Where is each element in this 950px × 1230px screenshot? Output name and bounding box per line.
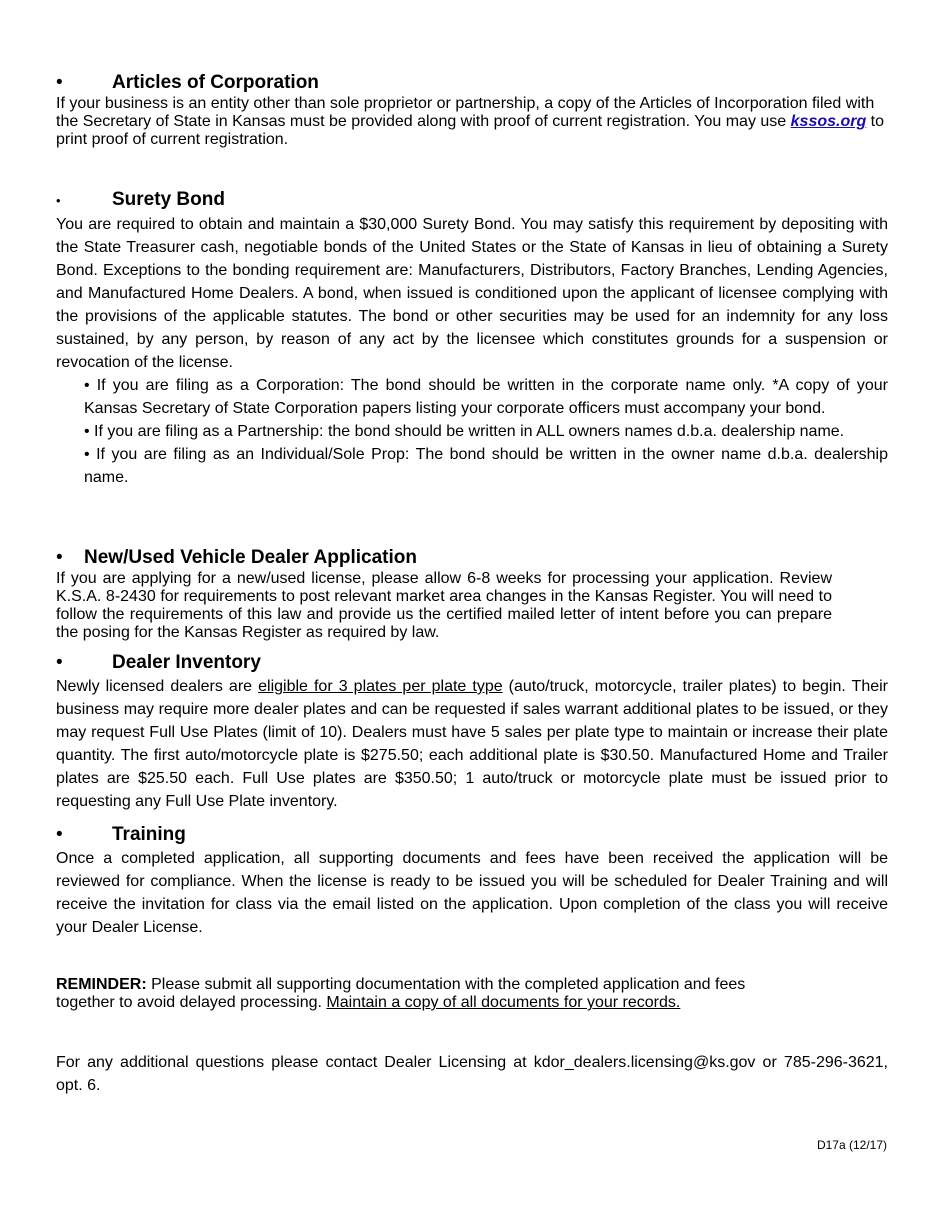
bullet-icon: • (56, 824, 63, 845)
inventory-section (56, 651, 888, 813)
surety-heading (56, 188, 888, 213)
inventory-heading (56, 651, 888, 675)
training-section (56, 823, 888, 939)
articles-heading (56, 71, 888, 95)
inventory-plates-note: eligible for 3 plates per plate type (258, 678, 503, 695)
surety-item-individual: • If you are filing as an Individual/Sole Prop: The bond should be written in the owner name d.b.a. dealership name. (84, 446, 888, 486)
bullet-icon: • (56, 72, 63, 93)
articles-text-1: If your business is an entity other than sole proprietor or partnership, a copy of the Articles of Incorporation filed with the Secretary of State in Kansas must be provided along with proof of current registration. You may use (56, 95, 875, 130)
newused-paragraph: If you are applying for a new/used license, please allow 6-8 weeks for processing your application. Review K.S.A. 8-2430 for requirements to post relevant market area changes in the Kansas Register. You will need to follow the requirements of this law and provide us the certified mailed letter of intent before you can prepare the posing for the Kansas Register as required by law. (56, 570, 832, 641)
training-heading (56, 823, 888, 847)
articles-title: Articles of Corporation (112, 72, 319, 93)
bullet-icon: • (56, 193, 61, 208)
reminder-line-2: together to avoid delayed processing. (56, 994, 327, 1011)
articles-section (56, 71, 888, 149)
reminder-line-1: Please submit all supporting documentation with the completed application and fees (146, 976, 746, 993)
newused-heading (56, 546, 832, 570)
reminder-records-note: Maintain a copy of all documents for your records. (326, 994, 681, 1011)
kssos-link[interactable]: kssos.org (790, 113, 867, 130)
surety-section (56, 188, 888, 489)
inventory-title: Dealer Inventory (112, 652, 261, 673)
surety-title: Surety Bond (112, 189, 225, 210)
form-code: D17a (12/17) (816, 1138, 887, 1152)
inventory-text-1: Newly licensed dealers are (56, 678, 259, 695)
contact-section (56, 1051, 888, 1097)
contact-paragraph: For any additional questions please contact Dealer Licensing at kdor_dealers.licensing@ks.gov or 785-296-3621, opt. 6. (56, 1054, 888, 1094)
reminder-label: REMINDER: (56, 976, 147, 993)
newused-section (56, 546, 832, 642)
newused-title: New/Used Vehicle Dealer Application (84, 547, 417, 568)
bullet-icon: • (56, 652, 63, 673)
bullet-icon: • (56, 547, 63, 568)
surety-item-partnership: • If you are filing as a Partnership: the bond should be written in ALL owners names d.b.a. dealership name. (84, 423, 845, 440)
training-title: Training (112, 824, 186, 845)
reminder-paragraph (56, 976, 816, 1012)
articles-text-2: to print proof of current registration. (56, 113, 885, 148)
inventory-paragraph (56, 675, 888, 813)
articles-paragraph (56, 95, 888, 149)
training-paragraph: Once a completed application, all supporting documents and fees have been received the application will be reviewed for compliance. When the license is ready to be issued you will be scheduled for Dealer Training and will receive the invitation for class via the email listed on the application. Upon completion of the class you will receive your Dealer License. (56, 850, 888, 936)
surety-item-corporation: • If you are filing as a Corporation: The bond should be written in the corporate name only. *A copy of your Kansas Secretary of State Corporation papers listing your corporate officers must accompany your bond. (84, 377, 888, 417)
surety-paragraph: You are required to obtain and maintain a $30,000 Surety Bond. You may satisfy this requirement by depositing with the State Treasurer cash, negotiable bonds of the United States or the State of Kansas in lieu of obtaining a Surety Bond. Exceptions to the bonding requirement are: Manufacturers, Distributors, Factory Branches, Lending Agencies, and Manufactured Home Dealers. A bond, when issued is conditioned upon the applicant of licensee complying with the provisions of the applicable statutes. The bond or other securities may be used for an indemnity for any loss sustained, by any person, by reason of any act by the licensee which constitutes grounds for a suspension or revocation of the license. (56, 216, 888, 371)
reminder-section (56, 976, 816, 1012)
inventory-text-2: (auto/truck, motorcycle, trailer plates) to begin. Their business may require more dealer plates and can be requested if sales warrant additional plates to be issued, or they may request Full Use Plates (limit of 10). Dealers must have 5 sales per plate type to maintain or increase their plate quantity. The first auto/motorcycle plate is $275.50; each additional plate is $30.50. Manufactured Home and Trailer plates are $25.50 each. Full Use plates are $350.50; 1 auto/truck or motorcycle plate must be issued prior to requesting any Full Use Plate inventory. (56, 678, 889, 810)
